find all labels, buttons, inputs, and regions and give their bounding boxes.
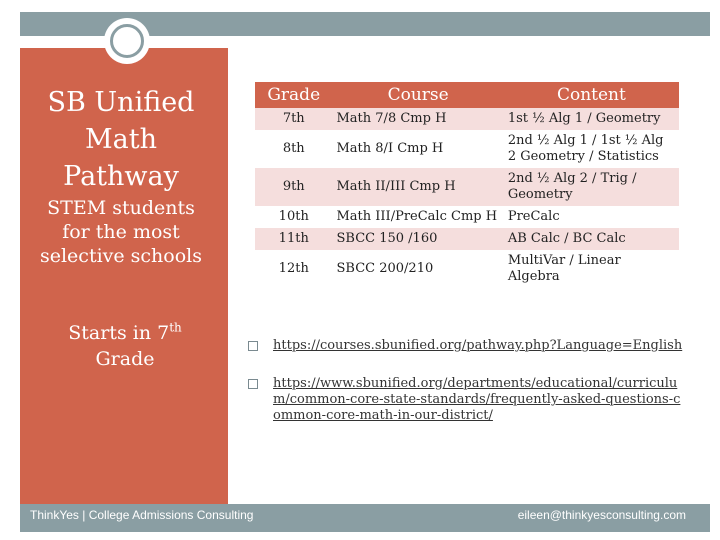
cell-content: 1st ½ Alg 1 / Geometry [504,108,679,130]
table-row [255,228,679,250]
cell-grade: 11th [255,228,333,250]
pathway-table [255,82,679,288]
starts-line [40,320,210,346]
header-course: Course [333,82,504,108]
list-item [248,376,688,424]
table-row [255,250,679,288]
cell-course: Math 8/I Cmp H [336,141,444,156]
cell-content: MultiVar / Linear Algebra [507,253,621,284]
subtitle-line: for the most [62,221,180,243]
footer-email: eileen@thinkyesconsulting.com [517,508,686,522]
starts-prefix: Starts in 7 [68,322,170,344]
cell-grade: 7th [255,108,333,130]
table-row [255,130,679,168]
header-grade: Grade [255,82,333,108]
header-content: Content [504,82,679,108]
cell-grade: 10th [278,209,309,224]
starts-suffix: Grade [95,348,155,370]
footer-company: ThinkYes | College Admissions Consulting [30,508,254,522]
title-line: Math [85,124,157,155]
cell-content: 2nd ½ Alg 2 / Trig / Geometry [504,168,679,206]
subtitle-line: selective schools [39,245,203,267]
starts-sup: th [169,320,182,335]
table-row [255,108,679,130]
subtitle-line: STEM students [47,197,195,219]
cell-course: SBCC 150 /160 [333,228,504,250]
table-row [255,168,679,206]
cell-grade: 8th [282,141,305,156]
cell-grade: 9th [255,168,333,206]
table-row [255,206,679,228]
cell-content: 2nd ½ Alg 1 / 1st ½ Alg 2 Geometry / Statistics [507,133,664,164]
link-list [248,338,688,446]
bullet-square-icon [248,341,258,351]
cell-course: Math 7/8 Cmp H [333,108,504,130]
decorative-ring [110,24,144,58]
cell-course: Math II/III Cmp H [333,168,504,206]
starts-grade-note [40,320,210,372]
title-line: Pathway [63,161,179,192]
slide-title [30,84,212,195]
list-item [248,338,688,354]
title-line: SB Unified [47,87,195,118]
cell-content: AB Calc / BC Calc [504,228,679,250]
cell-content: PreCalc [507,209,560,224]
table-header-row [255,82,679,108]
slide-subtitle [28,196,214,268]
cell-course: SBCC 200/210 [336,261,434,276]
cell-course: Math III/PreCalc Cmp H [336,209,498,224]
pathway-link[interactable]: https://courses.sbunified.org/pathway.php?Language=English [273,338,683,353]
cell-grade: 12th [278,261,309,276]
bullet-square-icon [248,379,258,389]
faq-link[interactable]: https://www.sbunified.org/departments/educational/curriculum/common-core-state-standards/frequently-asked-questions-common-core-math-in-our-district/ [273,376,681,423]
